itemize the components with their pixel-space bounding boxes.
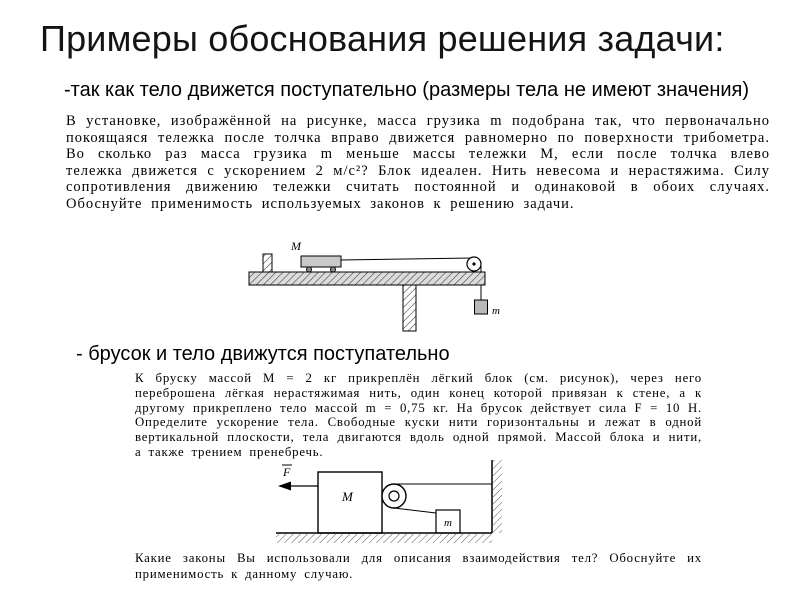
force-label [282, 465, 292, 479]
string-line [394, 484, 492, 513]
problem2-question: Какие законы Вы использовали для описания взаимодействия тел? Обоснуйте их применимость к данному случаю. [135, 551, 702, 581]
table-post [263, 254, 272, 272]
pulley-icon [467, 257, 481, 271]
cart-mass-label: M [291, 239, 301, 253]
bullet-translational-motion: -так как тело движется поступательно (размеры тела не имеют значения) [64, 79, 750, 101]
pulley-icon [382, 484, 406, 508]
block-mass-label: M [342, 489, 353, 504]
figure-block-pulley-diagram [272, 456, 512, 548]
weight-mass-label: m [492, 305, 500, 317]
slide-title: Примеры обоснования решения задачи: [40, 18, 725, 59]
bullet-block-body-motion: - брусок и тело движутся поступательно [76, 343, 450, 365]
problem2-text: К бруску массой M = 2 кг прикреплён лёгкий блок (см. рисунок), через него переброшена лёгкая нерастяжимая нить, один конец которой привязан к стене, а к другому прикреплено тело массой m = 0,75 кг. На брусок действует сила F = 10 Н. Определите ускорение тела. Свободные куски нити горизонтальны и лежат в одной вертикальной плоскости, тела двигаются вдоль одной прямой. Массой блока и нити, а также трением пренебречь. [135, 371, 702, 459]
hanging-weight-shape [475, 300, 488, 314]
body-mass-label: m [444, 517, 452, 529]
table-leg [403, 285, 416, 331]
wall-surface [492, 460, 502, 533]
tribometer-surface [249, 272, 485, 285]
figure-tribometer-diagram [243, 234, 513, 338]
problem1-text: В установке, изображённой на рисунке, масса грузика m подобрана так, что первоначально покоящаяся тележка после толчка вправо движется равномерно по поверхности трибометра. Во сколько раз масса грузика m меньше массы тележки M, если после толчка влево тележка движется с ускорением 2 м/с²? Блок идеален. Нить невесома и нерастяжима. Силу сопротивления движению тележки считать постоянной и одинаковой в обоих случаях. Обоснуйте применимость используемых законов к решению задачи. [66, 113, 770, 212]
cart-shape [301, 256, 341, 272]
ground-surface [276, 533, 492, 543]
svg-text:F: F [283, 465, 291, 479]
force-arrow [278, 482, 318, 491]
